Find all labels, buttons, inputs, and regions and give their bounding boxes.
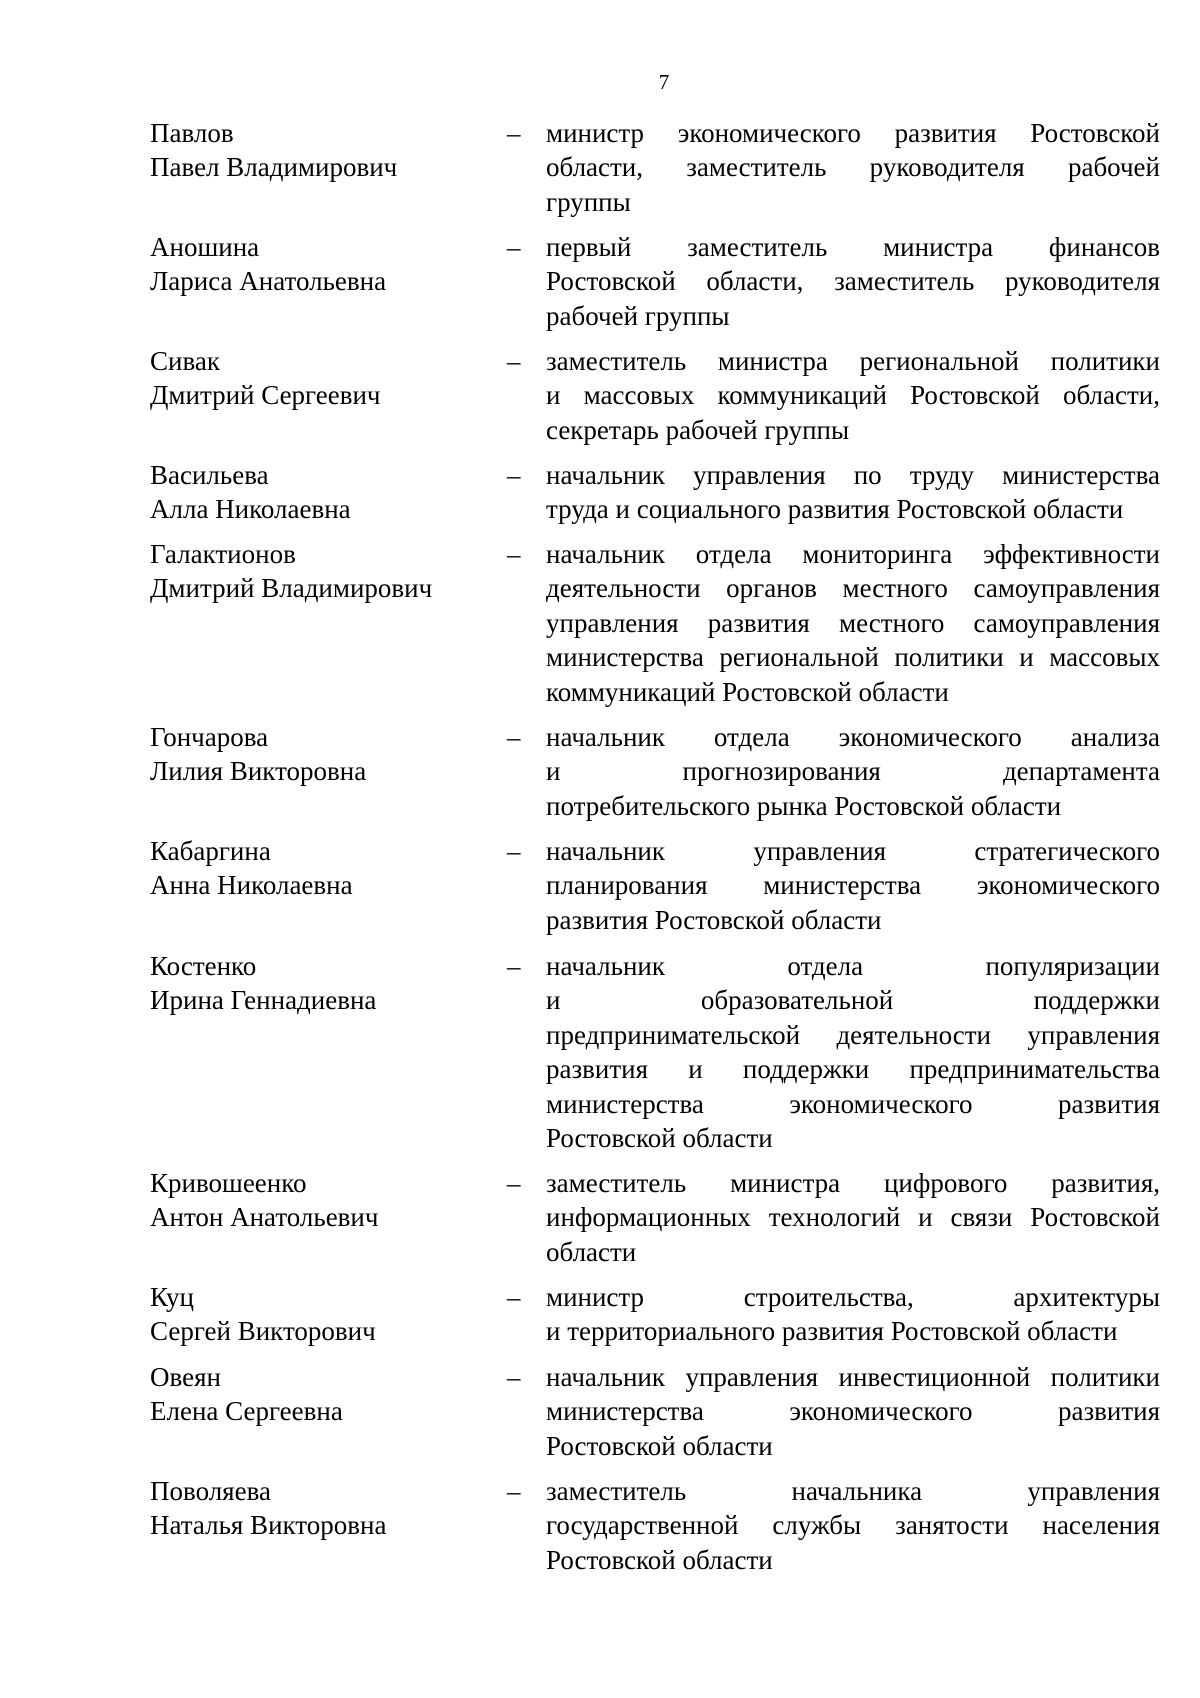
position-line: первый заместитель министра финансов	[546, 232, 1160, 262]
position-line: и территориального развития Ростовской области	[546, 1316, 1118, 1347]
member-position	[546, 230, 1160, 333]
member-dash: –	[507, 1362, 521, 1392]
page-number: 7	[658, 70, 670, 94]
member-surname: Васильева	[150, 460, 269, 490]
position-line: секретарь рабочей группы	[546, 414, 850, 445]
member-name	[150, 1474, 480, 1543]
position-line: деятельности органов местного самоуправления	[546, 573, 1160, 604]
member-name	[150, 230, 480, 299]
position-line: Ростовской области	[546, 1430, 773, 1461]
position-line: коммуникаций Ростовской области	[546, 676, 949, 707]
member-name	[150, 537, 480, 606]
position-line: государственной службы занятости населения	[546, 1510, 1160, 1541]
position-line: и образовательной поддержки	[546, 985, 1160, 1016]
member-given-name: Лилия Викторовна	[150, 756, 367, 787]
member-given-name: Лариса Анатольевна	[150, 266, 387, 297]
member-surname: Сивак	[150, 346, 220, 376]
member-given-name: Дмитрий Сергеевич	[150, 380, 381, 411]
member-surname: Кабаргина	[150, 836, 271, 866]
member-surname: Куц	[150, 1282, 194, 1312]
position-line: министерства региональной политики и массовых	[546, 642, 1160, 673]
member-given-name: Наталья Викторовна	[150, 1510, 387, 1541]
position-line: группы	[546, 186, 631, 217]
position-line: труда и социального развития Ростовской области	[546, 494, 1124, 525]
member-surname: Костенко	[150, 951, 257, 981]
member-position	[546, 834, 1160, 937]
member-position	[546, 1360, 1160, 1463]
member-position	[546, 1474, 1160, 1577]
member-name	[150, 458, 480, 527]
position-line: потребительского рынка Ростовской области	[546, 790, 1062, 821]
position-line: министерства экономического развития	[546, 1396, 1160, 1427]
member-given-name: Анна Николаевна	[150, 870, 353, 901]
member-surname: Гончарова	[150, 722, 269, 752]
position-line: информационных технологий и связи Ростовской	[546, 1202, 1160, 1233]
position-line: Ростовской области	[546, 1122, 773, 1153]
member-name	[150, 834, 480, 903]
member-position	[546, 1166, 1160, 1269]
member-dash: –	[507, 722, 521, 752]
position-line: развития Ростовской области	[546, 904, 882, 935]
position-line: заместитель начальника управления	[546, 1476, 1160, 1506]
member-position	[546, 344, 1160, 447]
member-name	[150, 1166, 480, 1235]
member-name	[150, 949, 480, 1018]
member-surname: Аношина	[150, 232, 260, 262]
member-dash: –	[507, 460, 521, 490]
member-dash: –	[507, 1476, 521, 1506]
member-surname: Поволяева	[150, 1476, 271, 1506]
member-name	[150, 1280, 480, 1349]
member-given-name: Елена Сергеевна	[150, 1396, 343, 1427]
member-name	[150, 116, 480, 185]
member-surname: Овеян	[150, 1362, 221, 1392]
position-line: и массовых коммуникаций Ростовской области,	[546, 380, 1160, 411]
member-name	[150, 344, 480, 413]
member-given-name: Дмитрий Владимирович	[150, 573, 433, 604]
member-dash: –	[507, 836, 521, 866]
member-dash: –	[507, 951, 521, 981]
position-line: и прогнозирования департамента	[546, 756, 1160, 787]
member-name	[150, 1360, 480, 1429]
position-line: начальник управления стратегического	[546, 836, 1160, 866]
member-position	[546, 116, 1160, 219]
position-line: области	[546, 1236, 637, 1267]
position-line: министр экономического развития Ростовской	[546, 118, 1160, 148]
position-line: области, заместитель руководителя рабочей	[546, 152, 1160, 183]
position-line: предпринимательской деятельности управления	[546, 1019, 1160, 1050]
position-line: Ростовской области, заместитель руководителя	[546, 266, 1160, 297]
member-dash: –	[507, 1282, 521, 1312]
position-line: рабочей группы	[546, 300, 730, 331]
member-dash: –	[507, 232, 521, 262]
member-given-name: Алла Николаевна	[150, 494, 351, 525]
member-surname: Кривошеенко	[150, 1168, 307, 1198]
position-line: начальник отдела мониторинга эффективности	[546, 539, 1160, 569]
position-line: Ростовской области	[546, 1544, 773, 1575]
member-dash: –	[507, 346, 521, 376]
position-line: управления развития местного самоуправления	[546, 607, 1160, 638]
member-position	[546, 720, 1160, 823]
position-line: заместитель министра региональной политики	[546, 346, 1160, 376]
member-given-name: Антон Анатольевич	[150, 1202, 379, 1233]
member-position	[546, 949, 1160, 1155]
member-surname: Галактионов	[150, 539, 296, 569]
position-line: планирования министерства экономического	[546, 870, 1160, 901]
member-position	[546, 1280, 1160, 1349]
member-dash: –	[507, 539, 521, 569]
member-given-name: Ирина Геннадиевна	[150, 985, 377, 1016]
member-given-name: Павел Владимирович	[150, 152, 398, 183]
position-line: министр строительства, архитектуры	[546, 1282, 1160, 1312]
member-surname: Павлов	[150, 118, 234, 148]
member-dash: –	[507, 1168, 521, 1198]
position-line: заместитель министра цифрового развития,	[546, 1168, 1160, 1198]
member-dash: –	[507, 118, 521, 148]
member-given-name: Сергей Викторович	[150, 1316, 376, 1347]
member-name	[150, 720, 480, 789]
position-line: развития и поддержки предпринимательства	[546, 1054, 1160, 1085]
position-line: начальник отдела экономического анализа	[546, 722, 1160, 752]
position-line: начальник управления по труду министерства	[546, 460, 1160, 490]
position-line: начальник отдела популяризации	[546, 951, 1160, 981]
position-line: начальник управления инвестиционной политики	[546, 1362, 1160, 1392]
member-position	[546, 458, 1160, 527]
member-position	[546, 537, 1160, 709]
position-line: министерства экономического развития	[546, 1088, 1160, 1119]
